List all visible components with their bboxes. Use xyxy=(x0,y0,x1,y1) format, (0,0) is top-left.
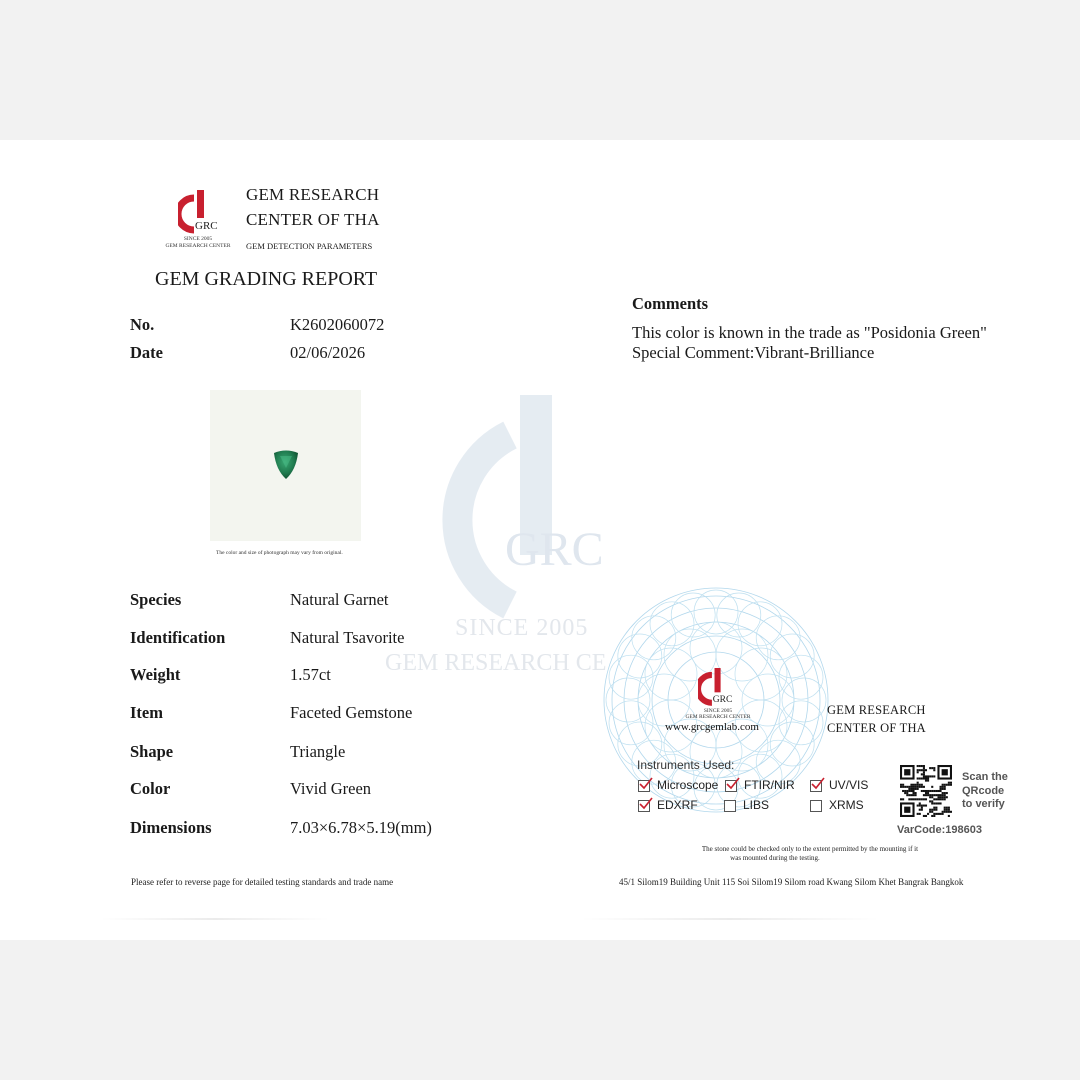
uvvis-label: UV/VIS xyxy=(829,778,869,792)
checkmark-icon xyxy=(810,776,826,792)
scan-line-3: to verify xyxy=(962,798,1005,810)
scan-line-2: QRcode xyxy=(962,784,1005,797)
disclaimer-line-2: was mounted during the testing. xyxy=(730,854,820,862)
footer-address: 45/1 Silom19 Building Unit 115 Soi Silom19 Silom road Kwang Silom Khet Bangrak Bangkok xyxy=(619,877,964,887)
edxrf-label: EDXRF xyxy=(657,798,698,812)
color-label: Color xyxy=(130,779,171,798)
qr-code-icon[interactable] xyxy=(900,765,952,817)
watermark-name: GEM RESEARCH CE xyxy=(385,650,607,676)
number-value: K2602060072 xyxy=(290,315,385,334)
ftir-checkbox[interactable] xyxy=(725,780,737,792)
divider-left xyxy=(100,918,330,920)
weight-value: 1.57ct xyxy=(290,665,331,684)
microscope-label: Microscope xyxy=(657,778,719,792)
photo-disclaimer: The color and size of photograph may vary from original. xyxy=(216,550,343,556)
date-label: Date xyxy=(130,343,163,362)
instruments-title: Instruments Used: xyxy=(637,758,735,772)
logo-center-name: GEM RESEARCH CENTER xyxy=(165,243,231,249)
item-label: Item xyxy=(130,703,163,722)
checkmark-icon xyxy=(638,776,654,792)
comment-line-1: This color is known in the trade as "Posidonia Green" xyxy=(632,323,987,342)
gem-stone-icon xyxy=(210,390,361,541)
ftir-label: FTIR/NIR xyxy=(744,778,795,792)
shape-label: Shape xyxy=(130,742,174,761)
org-name-line2: CENTER OF THA xyxy=(246,210,380,229)
number-label: No. xyxy=(130,315,155,334)
xrms-checkbox[interactable] xyxy=(810,800,822,812)
website-link[interactable]: www.grcgemlab.com xyxy=(665,721,759,733)
logo-since: SINCE 2005 xyxy=(183,236,213,242)
species-label: Species xyxy=(130,590,182,609)
seal-logo-icon xyxy=(698,668,738,708)
seal-center-name: GEM RESEARCH CENTER xyxy=(685,714,751,720)
divider-right xyxy=(580,918,880,920)
date-value: 02/06/2026 xyxy=(290,343,366,362)
checkmark-icon xyxy=(725,776,741,792)
weight-label: Weight xyxy=(130,665,181,684)
dimensions-label: Dimensions xyxy=(130,818,212,837)
scan-instructions xyxy=(962,771,1022,812)
scan-line-1: Scan the xyxy=(962,771,1008,783)
org-name-line1: GEM RESEARCH xyxy=(246,185,380,204)
dimensions-value: 7.03×6.78×5.19(mm) xyxy=(290,818,432,837)
varcode: VarCode:198603 xyxy=(897,824,982,836)
identification-value: Natural Tsavorite xyxy=(290,628,405,647)
libs-label: LIBS xyxy=(743,798,770,812)
checkmark-icon xyxy=(638,796,654,812)
uvvis-checkbox[interactable] xyxy=(810,780,822,792)
disclaimer-line-1: The stone could be checked only to the extent permitted by the mounting if it xyxy=(701,845,919,853)
watermark-grc-text: GRC xyxy=(505,523,604,576)
grc-logo-icon xyxy=(178,190,224,236)
identification-label: Identification xyxy=(130,628,226,647)
microscope-checkbox[interactable] xyxy=(638,780,650,792)
seal-org-line1: GEM RESEARCH xyxy=(827,703,926,717)
item-value: Faceted Gemstone xyxy=(290,703,413,722)
footer-left-note: Please refer to reverse page for detailed testing standards and trade name xyxy=(131,877,394,887)
org-subtitle: GEM DETECTION PARAMETERS xyxy=(246,241,373,251)
libs-checkbox[interactable] xyxy=(724,800,736,812)
edxrf-checkbox[interactable] xyxy=(638,800,650,812)
watermark-since: SINCE 2005 xyxy=(455,615,589,641)
comments-title: Comments xyxy=(632,294,709,313)
color-value: Vivid Green xyxy=(290,779,372,798)
seal-org-line2: CENTER OF THA xyxy=(827,721,926,735)
logo-grc-letters: GRC xyxy=(195,220,218,232)
report-title: GEM GRADING REPORT xyxy=(155,268,378,290)
comment-line-2: Special Comment:Vibrant-Brilliance xyxy=(632,343,875,362)
seal-logo-letters: GRC xyxy=(712,693,733,705)
shape-value: Triangle xyxy=(290,742,346,761)
species-value: Natural Garnet xyxy=(290,590,389,609)
xrms-label: XRMS xyxy=(829,798,864,812)
seal-since: SINCE 2005 xyxy=(703,708,733,714)
gem-photo xyxy=(210,390,361,541)
